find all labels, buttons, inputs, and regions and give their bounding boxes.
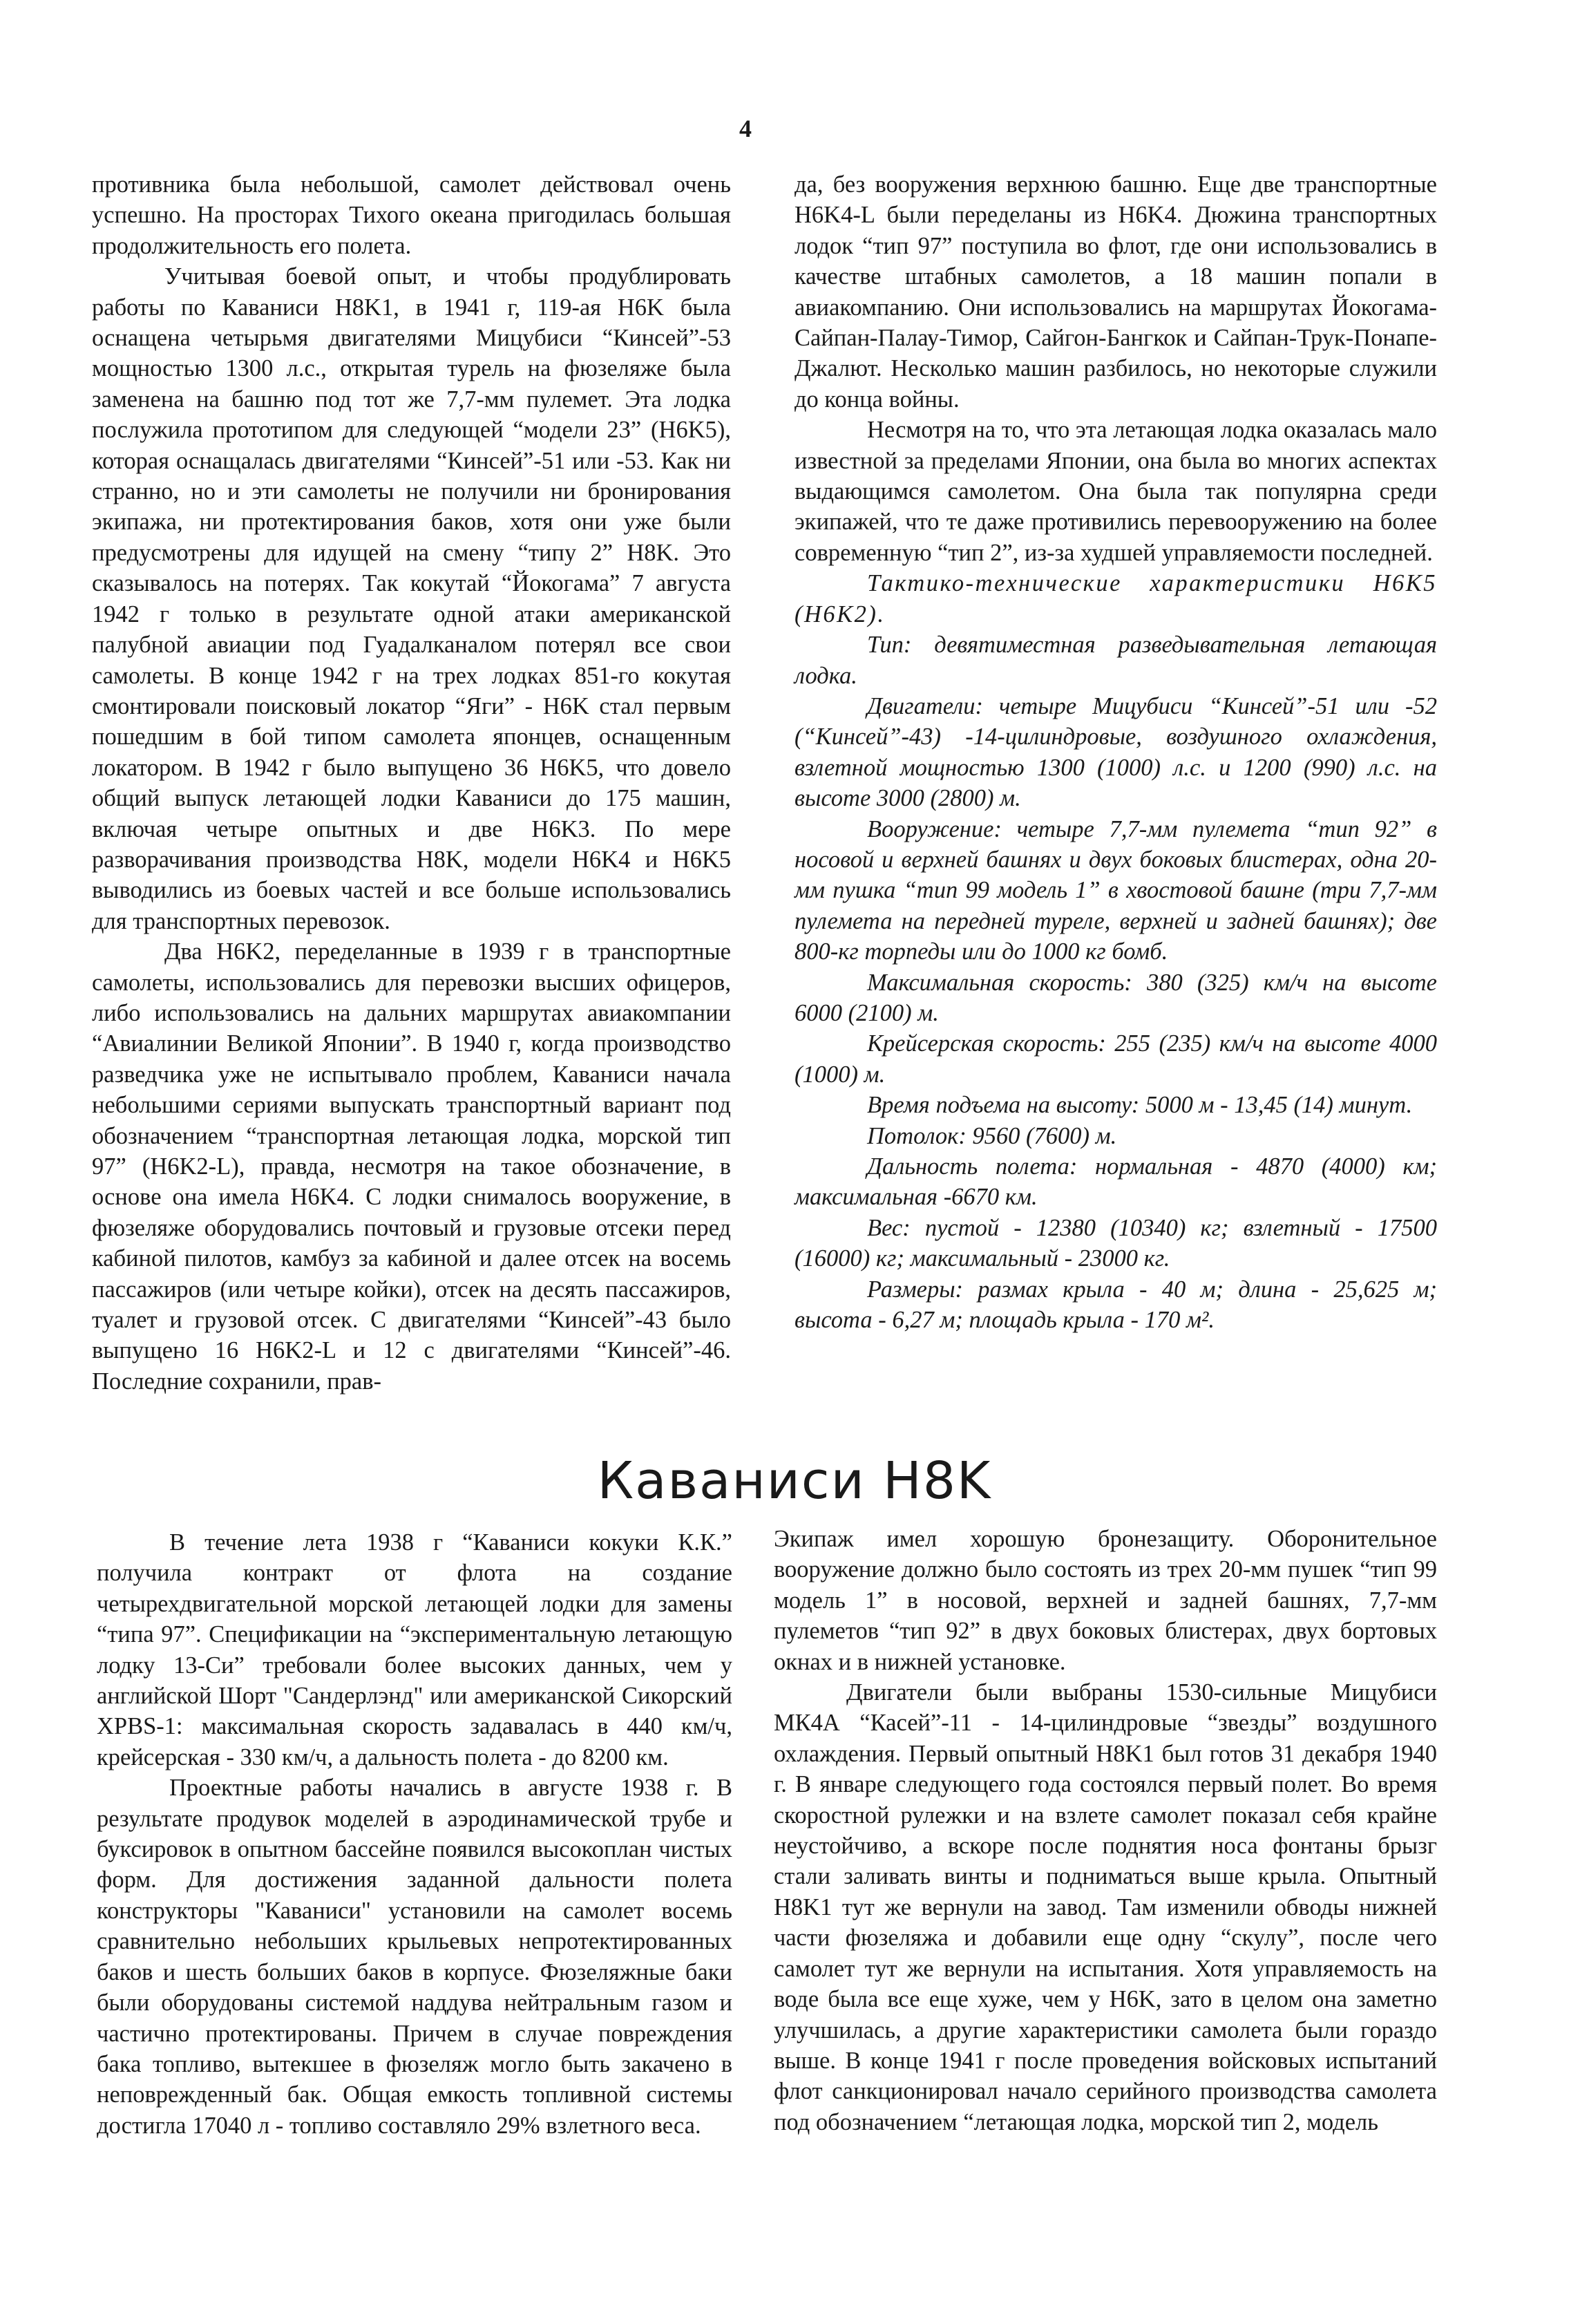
spec-item: Потолок: 9560 (7600) м. bbox=[867, 1122, 1117, 1149]
spec-item: Крейсерская скорость: 255 (235) км/ч на высоте 4000 (1000) м. bbox=[794, 1030, 1437, 1088]
spec-item: Вооружение: четыре 7,7-мм пулемета “тип 92” в носовой и верхней башнях и двух боковых блистерах, одна 20-мм пушка “тип 99 модель 1” в хвостовой башне (три 7,7-мм пулемета на передней туреле, верхней и задней башнях); две 800-кг торпеды или до 1000 кг бомб. bbox=[794, 815, 1437, 965]
spec-item: Максимальная скорость: 380 (325) км/ч на высоте 6000 (2100) м. bbox=[794, 969, 1437, 1026]
text-column-top-right bbox=[794, 169, 1437, 1335]
spec-item: Дальность полета: нормальная - 4870 (4000) км; максимальная -6670 км. bbox=[794, 1153, 1437, 1211]
section-title: Каваниси H8K bbox=[597, 1451, 992, 1511]
paragraph: Проектные работы начались в августе 1938 г. В результате продувок моделей в аэродинамической трубе и буксировок в опытном бассейне появился высокоплан чистых форм. Для достижения заданной дальности полета конструкторы "Каваниси" установили на самолет восемь сравнительно небольших крыльевых непротектированных баков и шесть больших баков в корпусе. Фюзеляжные баки были оборудованы системой наддува нейтральным газом и частично протектированы. Причем в случае повреждения бака топливо, вытекшее в фюзеляж могло быть закачено в неповрежденный бак. Общая емкость топливной системы достигла 17040 л - топливо составляло 29% взлетного веса. bbox=[97, 1775, 732, 2139]
paragraph: Экипаж имел хорошую бронезащиту. Оборонительное вооружение должно было состоять из трех 20-мм пушек “тип 99 модель 1” в носовой, верхней и задней башнях, 7,7-мм пулеметов “тип 92” в двух боковых блистерах, двух бортовых окнах и в нижней установке. bbox=[774, 1526, 1437, 1675]
spec-item: Двигатели: четыре Мицубиси “Кинсей”-51 или -52 (“Кинсей”-43) -14-цилиндровые, воздушного охлаждения, взлетной мощностью 1300 (1000) л.с. и 1200 (990) л.с. на высоте 3000 (2800) м. bbox=[794, 692, 1437, 812]
paragraph: Учитывая боевой опыт, и чтобы продублировать работы по Каваниси H8K1, в 1941 г, 119-ая H6K была оснащена четырьмя двигателями Мицубиси “Кинсей”-53 мощностью 1300 л.с., открытая турель на фюзеляже была заменена на башню под тот же 7,7-мм пулемет. Эта лодка послужила прототипом для следующей “модели 23” (H6K5), которая оснащалась двигателями “Кинсей”-51 или -53. Как ни странно, но и эти самолеты не получили ни бронирования экипажа, ни протектирования баков, хотя они уже были предусмотрены для идущей на смену “типу 2” H8K. Это сказывалось на потерях. Так кокутай “Йокогама” 7 августа 1942 г только в результате одной атаки американской палубной авиации под Гуадалканалом потерял все свои самолеты. В конце 1942 г на трех лодках 851-го кокутая смонтировали поисковый локатор “Яги” - H6K стал первым пошедшим в бой типом самолета японцев, оснащенным локатором. В 1942 г было выпущено 36 H6K5, что довело общий выпуск летающей лодки Каваниси до 175 машин, включая четыре опытных и две H6K3. По мере разворачивания производства H8K, модели H6K4 и H6K5 выводились из боевых частей и все больше использовались для транспортных перевозок. bbox=[92, 263, 731, 934]
paragraph: В течение лета 1938 г “Каваниси кокуки К.К.” получила контракт от флота на создание четырехдвигательной морской летающей лодки для замены “типа 97”. Спецификации на “экспериментальную летающую лодку 13-Си” требовали более высоких данных, чем у английской Шорт "Сандерлэнд" или американской Сикорский XPBS-1: максимальная скорость задавалась в 440 км/ч, крейсерская - 330 км/ч, а дальность полета - до 8200 км. bbox=[97, 1529, 732, 1770]
spec-item: Время подъема на высоту: 5000 м - 13,45 (14) минут. bbox=[867, 1092, 1413, 1119]
paragraph: да, без вооружения верхнюю башню. Еще две транспортные H6K4-L были переделаны из H6K4. Дюжина транспортных лодок “тип 97” поступила во флот, где они использовались в качестве штабных самолетов, а 18 машин попали в авиакомпанию. Они использовались на маршрутах Йокогама-Сайпан-Палау-Тимор, Сайгон-Бангкок и Сайпан-Трук-Понапе-Джалют. Несколько машин разбилось, но некоторые служили до конца войны. bbox=[794, 171, 1437, 413]
spec-item: Тип: девятиместная разведывательная летающая лодка. bbox=[794, 632, 1437, 689]
text-column-top-left bbox=[92, 169, 731, 1397]
specifications-heading: Тактико-технические характеристики H6K5 (H6K2). bbox=[794, 570, 1437, 627]
text-column-bottom-left bbox=[97, 1527, 732, 2141]
paragraph: Двигатели были выбраны 1530-сильные Мицубиси МК4А “Касей”-11 - 14-цилиндровые “звезды” воздушного охлаждения. Первый опытный H8K1 был готов 31 декабря 1940 г. В январе следующего года состоялся первый полет. Во время скоростной рулежки и на взлете самолет показал себя крайне неустойчиво, а вскоре после поднятия носа фонтаны брызг стали заливать винты и подниматься выше крыла. Опытный H8K1 тут же вернули на завод. Там изменили обводы нижней части фюзеляжа и добавили еще одну “скулу”, после чего самолет тут же вернули на испытания. Хотя управляемость на воде была все еще хуже, чем у H6K, зато в целом она заметно улучшилась, а другие характеристики самолета были гораздо выше. В конце 1941 г после проведения войсковых испытаний флот санкционировал начало серийного производства самолета под обозначением “летающая лодка, морской тип 2, модель bbox=[774, 1679, 1437, 2135]
spec-item: Размеры: размах крыла - 40 м; длина - 25,625 м; высота - 6,27 м; площадь крыла - 170 м². bbox=[794, 1276, 1437, 1334]
spec-item: Вес: пустой - 12380 (10340) кг; взлетный - 17500 (16000) кг; максимальный - 23000 кг. bbox=[794, 1214, 1437, 1272]
paragraph: Два H6K2, переделанные в 1939 г в транспортные самолеты, использовались для перевозки высших офицеров, либо использовались на дальних маршрутах авиакомпании “Авиалинии Великой Японии”. В 1940 г, когда производство разведчика уже не испытывало проблем, Каваниси начала небольшими сериями выпускать транспортный вариант под обозначением “транспортная летающая лодка, морской тип 97” (H6K2-L), правда, несмотря на такое обозначение, в основе она имела H6K4. С лодки снималось вооружение, в фюзеляже оборудовались почтовый и грузовые отсеки перед кабиной пилотов, камбуз за кабиной и далее отсек на восемь пассажиров (или четыре койки), отсек на десять пассажиров, туалет и грузовой отсек. С двигателями “Кинсей”-43 было выпущено 16 H6K2-L и 12 с двигателями “Кинсей”-46. Последние сохранили, прав- bbox=[92, 938, 731, 1395]
text-column-bottom-right bbox=[774, 1524, 1437, 2137]
paragraph: Несмотря на то, что эта летающая лодка оказалась мало известной за пределами Японии, она была во многих аспектах выдающимся самолетом. Она была так популярна среди экипажей, что те даже противились перевооружению на более современную “тип 2”, из-за худшей управляемости последней. bbox=[794, 417, 1437, 566]
specifications-block bbox=[794, 568, 1437, 1335]
page-number: 4 bbox=[739, 115, 752, 142]
paragraph: противника была небольшой, самолет действовал очень успешно. На просторах Тихого океана пригодилась большая продолжительность его полета. bbox=[92, 171, 731, 259]
